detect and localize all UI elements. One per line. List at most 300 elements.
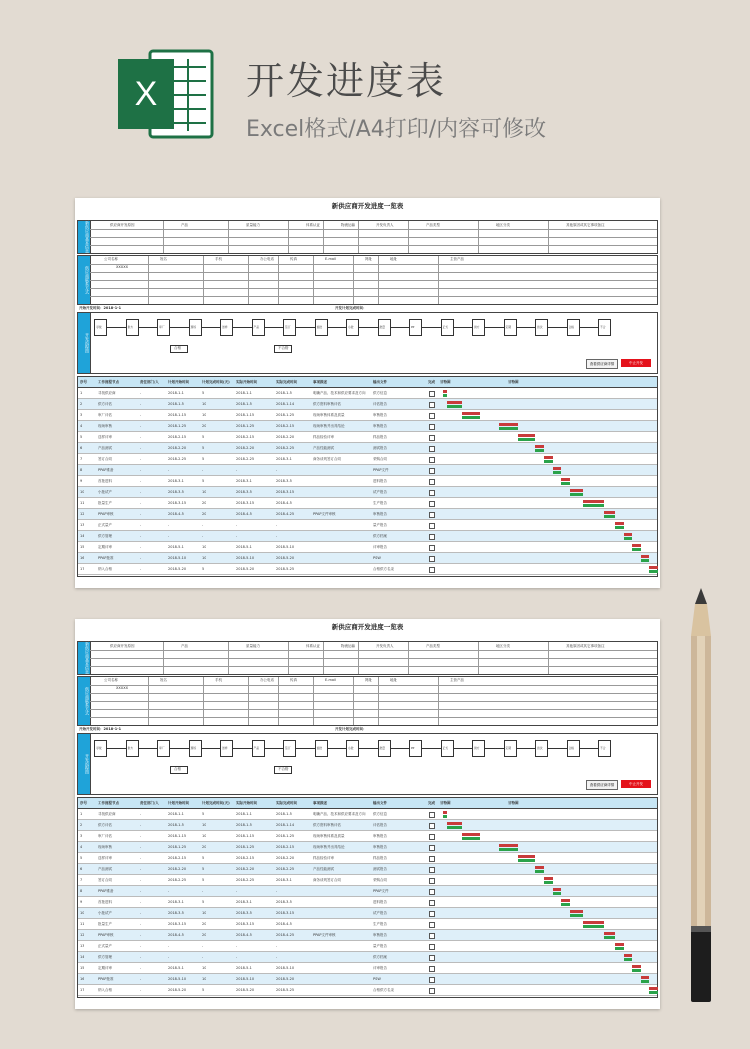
table-row — [78, 410, 657, 421]
gantt-actual-bar — [518, 859, 535, 862]
gantt-actual-bar — [615, 947, 624, 950]
contact-label: 网址 — [365, 678, 372, 682]
flow-arrow — [169, 327, 189, 328]
table-cell: 供方管理 — [98, 955, 112, 959]
info-label: 地区分类 — [496, 644, 510, 648]
table-cell: 11 — [80, 501, 85, 505]
column-header: 计划开始时间 — [168, 801, 189, 805]
complete-checkbox[interactable] — [429, 424, 435, 430]
flow-step-label: 供方 — [127, 325, 134, 329]
table-row — [78, 520, 657, 531]
complete-checkbox[interactable] — [429, 944, 435, 950]
table-cell: - — [140, 823, 142, 827]
gantt-plan-bar — [615, 943, 624, 946]
flow-step-label: PP — [411, 325, 415, 329]
complete-checkbox[interactable] — [429, 900, 435, 906]
complete-checkbox[interactable] — [429, 823, 435, 829]
table-cell: - — [140, 468, 142, 472]
flow-arrow — [295, 327, 315, 328]
complete-checkbox[interactable] — [429, 490, 435, 496]
flow-step-label: 批量 — [379, 746, 386, 750]
complete-checkbox[interactable] — [429, 834, 435, 840]
table-cell: 2018-2-15 — [236, 435, 255, 439]
table-cell: 2018-1-15 — [236, 834, 255, 838]
info-label: 其他原因或其它事项备注 — [566, 644, 605, 648]
table-cell: 2018-5-1 — [168, 966, 184, 970]
table-row — [78, 886, 657, 897]
complete-checkbox[interactable] — [429, 977, 435, 983]
table-cell: 产品性能测试 — [313, 446, 334, 450]
gantt-actual-bar — [499, 848, 518, 851]
section-label: 开发流程图 — [78, 734, 91, 794]
table-cell: 供方评估 — [98, 823, 112, 827]
complete-checkbox[interactable] — [429, 501, 435, 507]
stop-development-button[interactable]: 中止开发 — [621, 780, 651, 788]
flow-arrow — [579, 748, 599, 749]
table-cell: 审核报告 — [373, 845, 387, 849]
table-cell: 首批进料 — [98, 479, 112, 483]
grid-line — [90, 296, 657, 297]
table-cell: 12 — [80, 512, 85, 516]
table-cell: PPAP准备 — [98, 889, 114, 893]
progress-plan: 开发计划完成时间： — [335, 306, 367, 310]
gantt-actual-bar — [462, 837, 479, 840]
table-cell: 5 — [202, 391, 205, 395]
table-cell: 3 — [80, 413, 83, 417]
column-header: 甘特图 — [440, 801, 451, 805]
flow-step-label: 正式 — [442, 325, 449, 329]
contact-label: 姓名 — [160, 257, 167, 261]
gantt-plan-bar — [462, 412, 479, 415]
stop-development-button[interactable]: 中止开发 — [621, 359, 651, 367]
table-cell: 合格供方名录 — [373, 988, 394, 992]
table-cell: 10 — [202, 834, 207, 838]
table-cell: 2018-3-5 — [236, 490, 252, 494]
table-cell: - — [140, 889, 142, 893]
table-cell: - — [202, 955, 204, 959]
table-cell: 14 — [80, 955, 85, 959]
table-cell: 2018-3-5 — [168, 490, 184, 494]
grid-line — [90, 264, 657, 265]
column-header: 实际完成时间 — [276, 801, 297, 805]
table-cell: 2018-1-25 — [276, 413, 295, 417]
grid-line — [90, 709, 657, 710]
table-cell: 2018-5-10 — [236, 556, 255, 560]
gantt-plan-bar — [447, 401, 462, 404]
table-cell: 2018-1-5 — [168, 402, 184, 406]
table-cell: 2018-1-1 — [168, 812, 184, 816]
table-cell: - — [236, 523, 238, 527]
table-cell: 10 — [202, 911, 207, 915]
table-cell: 2018-3-15 — [168, 501, 187, 505]
table-cell: 进料报告 — [373, 900, 387, 904]
gantt-actual-bar — [499, 427, 518, 430]
complete-checkbox[interactable] — [429, 402, 435, 408]
table-row — [78, 509, 657, 520]
complete-checkbox[interactable] — [429, 556, 435, 562]
table-cell: 2018-1-5 — [236, 402, 252, 406]
table-cell: 20 — [202, 933, 207, 937]
info-label: 产品 — [181, 644, 188, 648]
table-cell: 寻找供应商 — [98, 812, 116, 816]
decision-label: 合格 — [174, 346, 181, 350]
table-cell: 1 — [80, 812, 83, 816]
table-cell: - — [202, 944, 204, 948]
table-cell: PPAP文件 — [373, 468, 389, 472]
table-cell: 审核报告 — [373, 512, 387, 516]
complete-checkbox[interactable] — [429, 911, 435, 917]
gantt-actual-bar — [447, 826, 462, 829]
table-cell: - — [140, 812, 142, 816]
table-cell: 5 — [202, 479, 205, 483]
contact-label: 公司名称 — [104, 678, 118, 682]
gantt-plan-bar — [561, 478, 570, 481]
column-header: 序号 — [80, 380, 87, 384]
table-cell: 5 — [202, 446, 205, 450]
flow-arrow — [390, 748, 410, 749]
table-cell: 6 — [80, 446, 83, 450]
flow-arrow — [327, 327, 347, 328]
gantt-plan-bar — [641, 555, 650, 558]
gantt-actual-bar — [561, 903, 570, 906]
contact-label: 传真 — [290, 678, 297, 682]
complete-checkbox[interactable] — [429, 955, 435, 961]
column-header: 实际开始时间 — [236, 801, 257, 805]
table-cell: 2018-4-5 — [276, 501, 292, 505]
gantt-actual-bar — [518, 438, 535, 441]
table-row — [78, 542, 657, 553]
table-cell: 审厂评估 — [98, 413, 112, 417]
table-cell: 评审报告 — [373, 545, 387, 549]
complete-checkbox[interactable] — [429, 845, 435, 851]
grid-line — [90, 693, 657, 694]
complete-checkbox[interactable] — [429, 878, 435, 884]
spreadsheet-preview-1 — [75, 198, 660, 588]
complete-checkbox[interactable] — [429, 512, 435, 518]
table-row — [78, 875, 657, 886]
table-row — [78, 476, 657, 487]
flow-step-label: 合格 — [568, 746, 575, 750]
complete-checkbox[interactable] — [429, 435, 435, 441]
table-cell: 审厂评估 — [98, 834, 112, 838]
table-cell: 2 — [80, 823, 83, 827]
table-cell: 12 — [80, 933, 85, 937]
flow-step-label: 产品 — [253, 325, 260, 329]
table-cell: 批量生产 — [98, 922, 112, 926]
gantt-actual-bar — [632, 969, 641, 972]
complete-checkbox[interactable] — [429, 988, 435, 994]
table-cell: 2018-2-25 — [276, 446, 295, 450]
flow-step-label: 产品 — [253, 746, 260, 750]
flow-arrow — [547, 327, 567, 328]
complete-checkbox[interactable] — [429, 966, 435, 972]
column-header: 计划完成时间(天) — [202, 380, 230, 384]
complete-checkbox[interactable] — [429, 413, 435, 419]
grid-line — [90, 658, 657, 659]
table-cell: 2018-5-25 — [276, 567, 295, 571]
table-cell: 2018-2-15 — [276, 424, 295, 428]
complete-checkbox[interactable] — [429, 856, 435, 862]
complete-checkbox[interactable] — [429, 391, 435, 397]
progress-start: 开始开发时间：2018-1-1 — [79, 727, 122, 731]
gantt-actual-bar — [443, 815, 447, 818]
table-cell: - — [236, 534, 238, 538]
table-cell: 10 — [202, 413, 207, 417]
sample-value: XXXXX — [116, 686, 128, 690]
view-supplier-button[interactable]: 查看供应商详情 — [586, 780, 618, 790]
gantt-actual-bar — [544, 460, 553, 463]
table-cell: - — [236, 889, 238, 893]
table-cell: 5 — [80, 435, 83, 439]
grid-line — [90, 666, 657, 667]
table-cell: 2018-3-1 — [168, 479, 184, 483]
flow-step-label: 供方 — [474, 746, 480, 750]
table-cell: 2018-3-1 — [168, 900, 184, 904]
table-cell: 2018-1-15 — [168, 413, 187, 417]
table-header — [78, 377, 657, 388]
table-cell: 4 — [80, 424, 83, 428]
gantt-actual-bar — [649, 570, 658, 573]
gantt-plan-bar — [641, 976, 650, 979]
table-cell: 审核报告 — [373, 413, 387, 417]
contact-label: 手机 — [215, 678, 222, 682]
table-cell: 2018-1-25 — [236, 424, 255, 428]
complete-checkbox[interactable] — [429, 457, 435, 463]
table-cell: 2018-4-5 — [168, 512, 184, 516]
column-header: 工作流程节点 — [98, 380, 119, 384]
column-header: 输出文件 — [373, 380, 387, 384]
table-cell: 供方评估 — [98, 402, 112, 406]
column-header: 甘特图 — [440, 380, 451, 384]
table-cell: 9 — [80, 900, 83, 904]
table-cell: 现场审核体系及质量 — [313, 834, 345, 838]
complete-checkbox[interactable] — [429, 933, 435, 939]
table-row — [78, 454, 657, 465]
complete-checkbox[interactable] — [429, 812, 435, 818]
flow-arrow — [232, 748, 252, 749]
progress-start: 开始开发时间：2018-1-1 — [79, 306, 122, 310]
gantt-plan-bar — [649, 566, 658, 569]
table-cell: 正式量产 — [98, 944, 112, 948]
gantt-plan-bar — [570, 910, 583, 913]
table-cell: - — [140, 966, 142, 970]
table-row — [78, 388, 657, 399]
table-cell: 2018-3-5 — [276, 900, 292, 904]
complete-checkbox[interactable] — [429, 922, 435, 928]
column-header: 工作流程节点 — [98, 801, 119, 805]
table-cell: 2018-1-1 — [236, 812, 252, 816]
gantt-actual-bar — [641, 980, 650, 983]
view-supplier-button[interactable]: 查看供应商详情 — [586, 359, 618, 369]
table-cell: 2018-3-1 — [236, 900, 252, 904]
flow-arrow — [421, 748, 441, 749]
table-cell: 10 — [80, 911, 85, 915]
info-label: 供应商开发原因 — [110, 223, 135, 227]
table-cell: - — [140, 845, 142, 849]
gantt-plan-bar — [624, 533, 633, 536]
sheet-title: 新供应商开发进度一览表 — [331, 623, 404, 631]
table-cell: PSW — [373, 556, 381, 560]
table-cell: 2018-3-15 — [276, 911, 295, 915]
table-cell: 评估报告 — [373, 402, 387, 406]
flow-step-label: 审厂 — [159, 746, 165, 750]
table-cell: 2018-1-1 — [236, 391, 252, 395]
contact-block — [77, 676, 658, 726]
table-cell: - — [140, 413, 142, 417]
table-cell: 2018-1-5 — [276, 812, 292, 816]
table-cell: 商务谈判签订合同 — [313, 878, 341, 882]
table-cell: - — [140, 977, 142, 981]
table-cell: - — [140, 988, 142, 992]
gantt-plan-bar — [544, 877, 553, 880]
table-row — [78, 919, 657, 930]
complete-checkbox[interactable] — [429, 867, 435, 873]
section-label: 开发流程图 — [78, 313, 91, 373]
table-cell: - — [202, 534, 204, 538]
table-cell: 20 — [202, 501, 207, 505]
column-header: 实际完成时间 — [276, 380, 297, 384]
table-cell: - — [168, 955, 170, 959]
flow-block — [77, 733, 658, 795]
flow-step — [598, 319, 611, 336]
table-cell: 样品检验评审 — [313, 856, 334, 860]
flow-step-label: 首批 — [316, 325, 323, 329]
gantt-actual-bar — [535, 870, 544, 873]
table-cell: 2018-1-25 — [168, 845, 187, 849]
gantt-plan-bar — [632, 544, 641, 547]
contact-label: 办公电话 — [260, 678, 274, 682]
table-row — [78, 864, 657, 875]
flow-step-label: 正式 — [442, 746, 449, 750]
table-cell: 1 — [80, 391, 83, 395]
column-header: 责任部门/人 — [140, 380, 159, 384]
info-label: 质量能力 — [246, 223, 260, 227]
gantt-actual-bar — [624, 537, 633, 540]
gantt-plan-bar — [649, 987, 658, 990]
page-subtitle: Excel格式/A4打印/内容可修改 — [246, 117, 547, 142]
complete-checkbox[interactable] — [429, 479, 435, 485]
table-cell: 2018-4-25 — [276, 512, 295, 516]
table-cell: 2018-1-14 — [276, 823, 295, 827]
flow-arrow — [138, 327, 158, 328]
gantt-plan-bar — [553, 467, 562, 470]
complete-checkbox[interactable] — [429, 534, 435, 540]
table-cell: 正式量产 — [98, 523, 112, 527]
flow-arrow — [453, 748, 473, 749]
table-cell: 生产报告 — [373, 922, 387, 926]
contact-label: 传真 — [290, 257, 297, 261]
gantt-actual-bar — [570, 914, 583, 917]
table-cell: 5 — [202, 457, 205, 461]
table-cell: 2018-5-10 — [168, 556, 187, 560]
grid-line — [90, 237, 657, 238]
table-cell: 2 — [80, 402, 83, 406]
table-cell: - — [140, 523, 142, 527]
gantt-actual-bar — [604, 936, 615, 939]
table-cell: 现场审核并出具结论 — [313, 845, 345, 849]
table-cell: - — [202, 468, 204, 472]
flow-step-label: 小批 — [348, 746, 354, 750]
grid-line — [90, 288, 657, 289]
table-cell: 2018-2-20 — [168, 446, 187, 450]
table-cell: - — [140, 878, 142, 882]
grid-line — [90, 245, 657, 246]
table-cell: 2018-1-5 — [276, 391, 292, 395]
gantt-plan-bar — [518, 434, 535, 437]
table-cell: - — [140, 922, 142, 926]
sample-value: XXXXX — [116, 265, 128, 269]
flow-arrow — [453, 327, 473, 328]
info-label: 产品 — [181, 223, 188, 227]
column-header: 序号 — [80, 801, 87, 805]
table-cell: 2018-2-15 — [168, 856, 187, 860]
complete-checkbox[interactable] — [429, 523, 435, 529]
gantt-plan-bar — [615, 522, 624, 525]
table-cell: 产品测试 — [98, 867, 112, 871]
table-row — [78, 941, 657, 952]
contact-label: 办公电话 — [260, 257, 274, 261]
table-cell: 试产报告 — [373, 490, 387, 494]
table-cell: - — [140, 556, 142, 560]
pencil-icon — [687, 588, 715, 1008]
table-cell: - — [140, 457, 142, 461]
table-cell: 7 — [80, 457, 83, 461]
table-cell: 8 — [80, 889, 83, 893]
table-cell: 16 — [80, 977, 85, 981]
table-cell: 2018-1-14 — [276, 402, 295, 406]
complete-checkbox[interactable] — [429, 545, 435, 551]
table-cell: 8 — [80, 468, 83, 472]
table-cell: 供方资料审核评估 — [313, 823, 341, 827]
table-cell: 现场审核体系及质量 — [313, 413, 345, 417]
table-cell: - — [140, 545, 142, 549]
complete-checkbox[interactable] — [429, 889, 435, 895]
table-row — [78, 399, 657, 410]
gantt-actual-bar — [553, 892, 562, 895]
table-cell: 2018-5-10 — [168, 977, 187, 981]
flow-arrow — [169, 748, 189, 749]
gantt-plan-bar — [570, 489, 583, 492]
table-cell: 2018-3-15 — [168, 922, 187, 926]
gantt-plan-bar — [443, 811, 447, 814]
table-cell: - — [276, 889, 278, 893]
table-cell: 2018-2-20 — [168, 867, 187, 871]
flow-arrow — [138, 748, 158, 749]
table-cell: 2018-5-20 — [276, 556, 295, 560]
complete-checkbox[interactable] — [429, 468, 435, 474]
table-cell: - — [140, 856, 142, 860]
table-cell: 2018-5-25 — [276, 988, 295, 992]
table-cell: 2018-4-5 — [236, 933, 252, 937]
table-cell: - — [236, 955, 238, 959]
table-cell: - — [276, 944, 278, 948]
flow-step-label: 签订 — [285, 325, 291, 329]
table-cell: 10 — [202, 545, 207, 549]
complete-checkbox[interactable] — [429, 567, 435, 573]
flow-step-label: 送样 — [222, 325, 228, 329]
table-cell: - — [140, 490, 142, 494]
table-cell: 10 — [80, 490, 85, 494]
table-cell: 2018-1-25 — [168, 424, 187, 428]
table-row — [78, 897, 657, 908]
complete-checkbox[interactable] — [429, 446, 435, 452]
table-cell: 签订合同 — [98, 878, 112, 882]
table-row — [78, 564, 657, 575]
flow-arrow — [106, 748, 126, 749]
table-cell: - — [276, 523, 278, 527]
table-cell: - — [140, 534, 142, 538]
table-row — [78, 465, 657, 476]
